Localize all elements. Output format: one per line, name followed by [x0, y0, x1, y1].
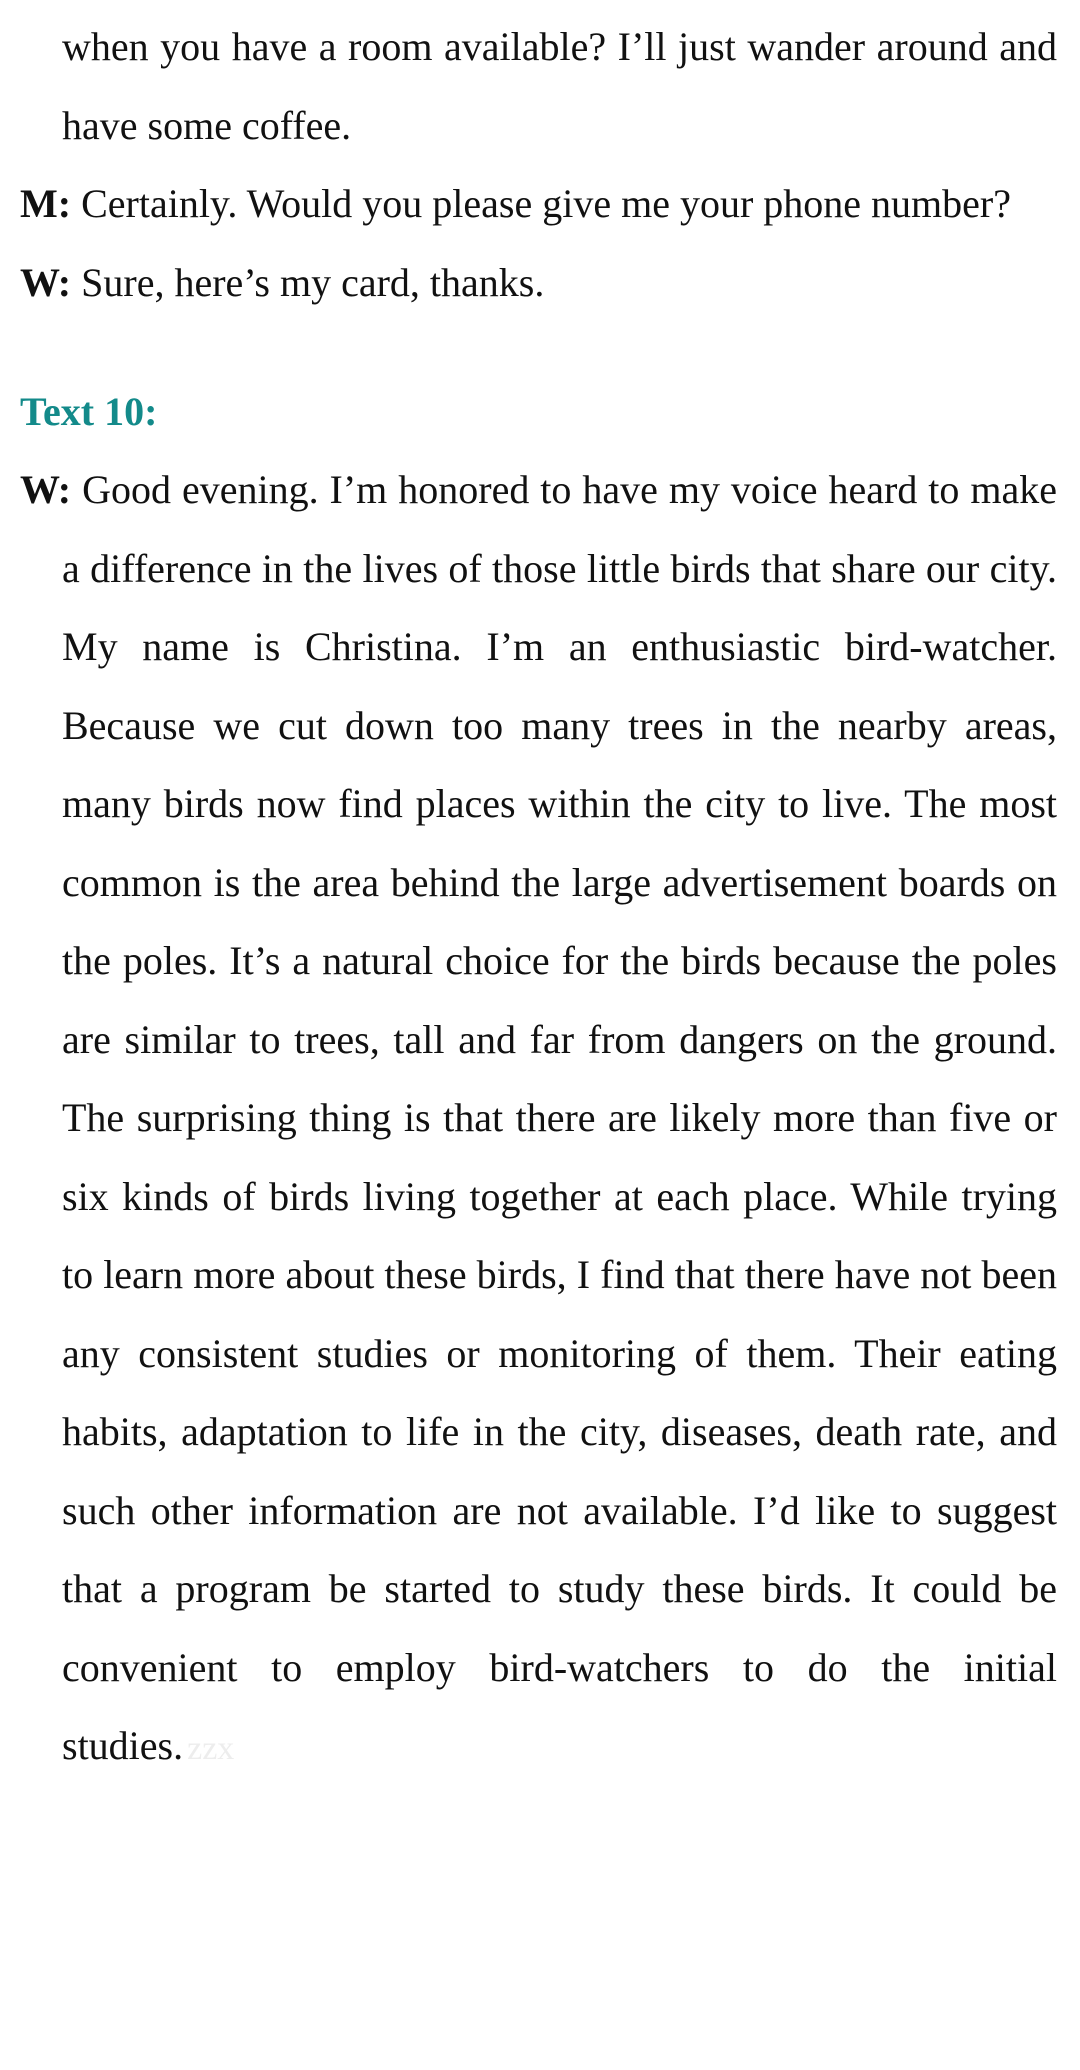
monologue-paragraph	[20, 451, 1057, 1789]
speaker-label: W:	[20, 259, 72, 305]
watermark: zzx	[187, 1730, 235, 1767]
section-heading: Text 10:	[20, 389, 158, 434]
dialogue-line-m	[20, 165, 1057, 244]
dialogue-continuation	[20, 8, 1057, 165]
dialogue-text: Certainly. Would you please give me your phone number?	[81, 181, 1011, 226]
dialogue-text: Sure, here’s my card, thanks.	[81, 259, 545, 305]
dialogue-line-w	[20, 244, 1057, 323]
speaker-label: W:	[20, 467, 72, 512]
dialogue-text: when you have a room available? I’ll just wander around and have some coffee.	[62, 24, 1057, 148]
monologue-text: Good evening. I’m honored to have my voice heard to make a difference in the lives of those little birds that share our city. My name is Christina. I’m an enthusiastic bird-watcher. Because we cut down too many trees in the nearby areas, many birds now find places within the city to live. The most common is the area behind the large advertisement boards on the poles. It’s a natural choice for the birds because the poles are similar to trees, tall and far from dangers on the ground. The surprising thing is that there are likely more than five or six kinds of birds living together at each place. While trying to learn more about these birds, I find that there have not been any consistent studies or monitoring of them. Their eating habits, adaptation to life in the city, diseases, death rate, and such other information are not available. I’d like to suggest that a program be started to study these birds. It could be convenient to employ bird-watchers to do the initial studies.	[62, 467, 1057, 1768]
speaker-label: M:	[20, 181, 72, 226]
